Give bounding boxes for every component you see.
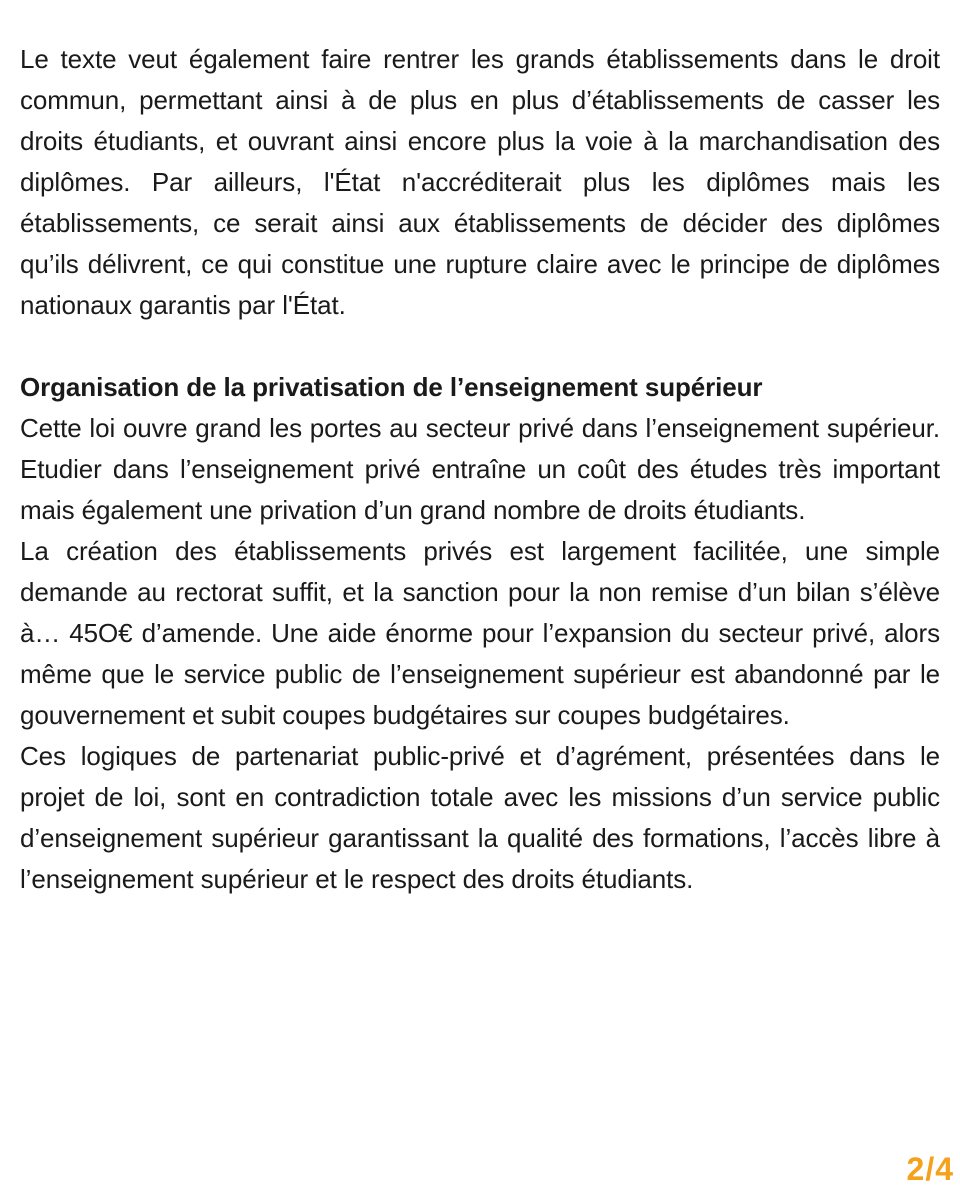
section-title: Organisation de la privatisation de l’enseignement supérieur <box>20 372 763 402</box>
document-body <box>20 39 940 900</box>
section-paragraph-public-private: Ces logiques de partenariat public-privé et d’agrément, présentées dans le projet de loi, sont en contradiction totale avec les missions d’un service public d’enseignement supérieur garantissant la qualité des formations, l’accès libre à l’enseignement supérieur et le respect des droits étudiants. <box>20 741 940 894</box>
section-paragraph-private-sector: Cette loi ouvre grand les portes au secteur privé dans l’enseignement supérieur. Etudier dans l’enseignement privé entraîne un coût des études très important mais également une privation d’un grand nombre de droits étudiants. <box>20 413 940 525</box>
section-paragraph-creation: La création des établissements privés est largement facilitée, une simple demande au rectorat suffit, et la sanction pour la non remise d’un bilan s’élève à… 45O€ d’amende. Une aide énorme pour l’expansion du secteur privé, alors même que le service public de l’enseignement supérieur est abandonné par le gouvernement et subit coupes budgétaires sur coupes budgétaires. <box>20 536 940 730</box>
page-number: 2/4 <box>906 1151 954 1187</box>
paragraph-spacer <box>20 326 940 367</box>
intro-paragraph: Le texte veut également faire rentrer les grands établissements dans le droit commun, permettant ainsi à de plus en plus d’établissements de casser les droits étudiants, et ouvrant ainsi encore plus la voie à la marchandisation des diplômes. Par ailleurs, l'État n'accréditerait plus les diplômes mais les établissements, ce serait ainsi aux établissements de décider des diplômes qu’ils délivrent, ce qui constitue une rupture claire avec le principe de diplômes nationaux garantis par l'État. <box>20 44 940 320</box>
